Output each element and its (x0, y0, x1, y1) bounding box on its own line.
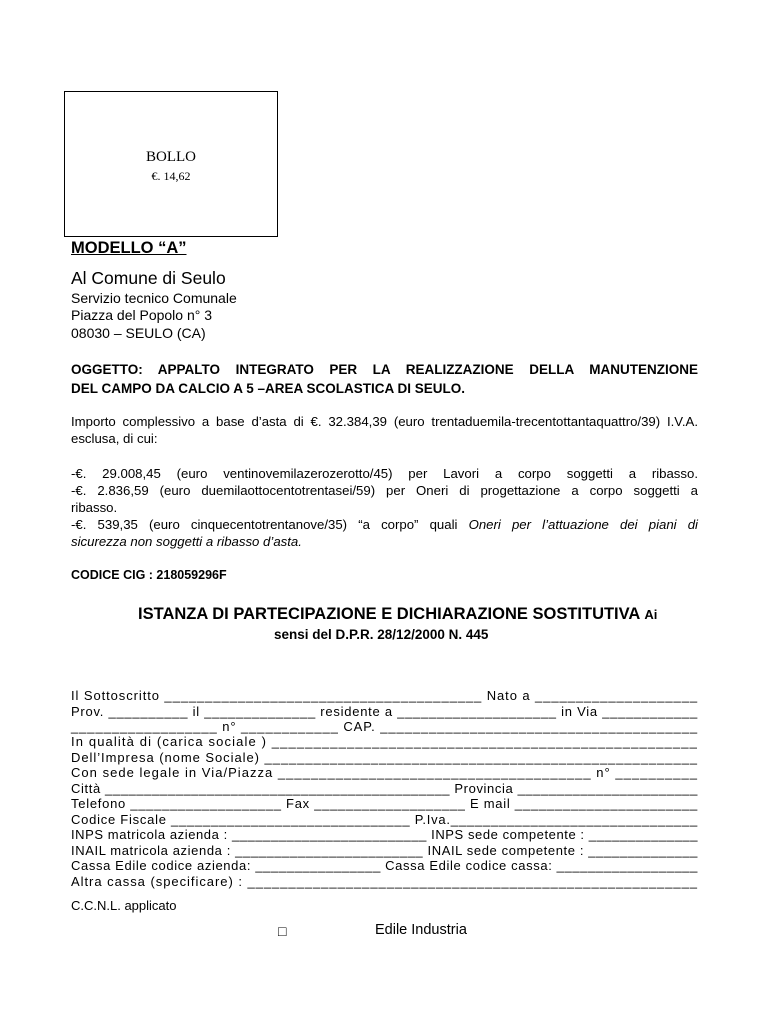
form-line-telefono[interactable]: Telefono ___________________ Fax ___________________ E mail _______________________ (71, 796, 698, 811)
revenue-stamp-box (64, 91, 278, 237)
form-model-title: MODELLO “A” (71, 239, 187, 257)
form-line-impresa[interactable]: Dell’Impresa (nome Sociale) _____________________________________________________ (71, 750, 698, 765)
form-line-codice-fiscale[interactable]: Codice Fiscale ______________________________ P.Iva._______________________________ (71, 812, 698, 827)
recipient-name: Al Comune di Seulo (71, 268, 226, 288)
form-line-sottoscritto[interactable]: Il Sottoscritto _______________________________________ Nato a ____________________ (71, 688, 698, 703)
form-line-inail[interactable]: INAIL matricola azienda : ________________________ INAIL sede competente : ______________ (71, 843, 698, 858)
stamp-amount: €. 14,62 (151, 169, 191, 183)
edile-industria-label: Edile Industria (375, 922, 467, 938)
cost-item-safety-1 (71, 516, 698, 533)
cost-item-safety-italic: Oneri per l’attuazione dei piani di (468, 517, 698, 532)
amount-paragraph (71, 413, 698, 447)
form-line-prov[interactable]: Prov. __________ il ______________ residente a ____________________ in Via ____________ (71, 704, 698, 719)
form-line-sede[interactable]: Con sede legale in Via/Piazza ______________________________________ n° __________ (71, 765, 698, 780)
document-title (138, 605, 657, 624)
subject-paragraph (71, 360, 698, 398)
subject-line-2: DEL CAMPO DA CALCIO A 5 –AREA SCOLASTICA DI SEULO. (71, 381, 466, 396)
cost-item-works: -€. 29.008,45 (euro ventinovemilazerozerotto/45) per Lavori a corpo soggetti a ribasso. (71, 466, 698, 481)
cost-item-design-1: -€. 2.836,59 (euro duemilaottocentotrentasei/59) per Oneri di progettazione a corpo soggetti a (71, 483, 698, 498)
cost-item-safety-2 (71, 533, 698, 550)
form-line-citta[interactable]: Città ____________________________________________ Provincia _______________________ (71, 781, 698, 796)
cost-item-design-2: ribasso. (71, 500, 118, 515)
document-title-main: ISTANZA DI PARTECIPAZIONE E DICHIARAZIONE SOSTITUTIVA (138, 605, 645, 623)
amount-line-1: Importo complessivo a base d’asta di €. 32.384,39 (euro trentaduemila-trecentottantaquattro/39) I.V.A. (71, 414, 698, 429)
recipient-office: Servizio tecnico Comunale (71, 290, 237, 306)
subject-line-1: OGGETTO: APPALTO INTEGRATO PER LA REALIZZAZIONE DELLA MANUTENZIONE (71, 362, 698, 377)
form-line-cassa-edile[interactable]: Cassa Edile codice azienda: ________________ Cassa Edile codice cassa: __________________ (71, 858, 698, 873)
recipient-street: Piazza del Popolo n° 3 (71, 307, 213, 323)
form-line-inps[interactable]: INPS matricola azienda : _________________________ INPS sede competente : ______________ (71, 827, 698, 842)
cost-items (71, 465, 698, 550)
recipient-city: 08030 – SEULO (CA) (71, 325, 206, 341)
form-line-altra-cassa[interactable]: Altra cassa (specificare) : _______________________________________________________ (71, 874, 698, 889)
form-line-carica[interactable]: In qualità di (carica sociale ) ___________________________________________________ (71, 734, 698, 749)
cost-item-safety-text: -€. 539,35 (euro cinquecentotrentanove/35) “a corpo” quali (71, 517, 469, 532)
form-line-civico[interactable]: __________________ n° ____________ CAP. _______________________________________ (71, 719, 698, 734)
document-subtitle: sensi del D.P.R. 28/12/2000 N. 445 (274, 627, 489, 642)
cig-code: CODICE CIG : 218059296F (71, 568, 227, 582)
amount-line-2: esclusa, di cui: (71, 431, 158, 446)
cost-item-safety-italic-2: sicurezza non soggetti a ribasso d’asta. (71, 534, 302, 549)
stamp-title: BOLLO (146, 149, 196, 165)
edile-industria-checkbox[interactable]: □ (278, 923, 287, 939)
document-title-ai: Ai (644, 607, 658, 622)
ccnl-label: C.C.N.L. applicato (71, 898, 177, 913)
